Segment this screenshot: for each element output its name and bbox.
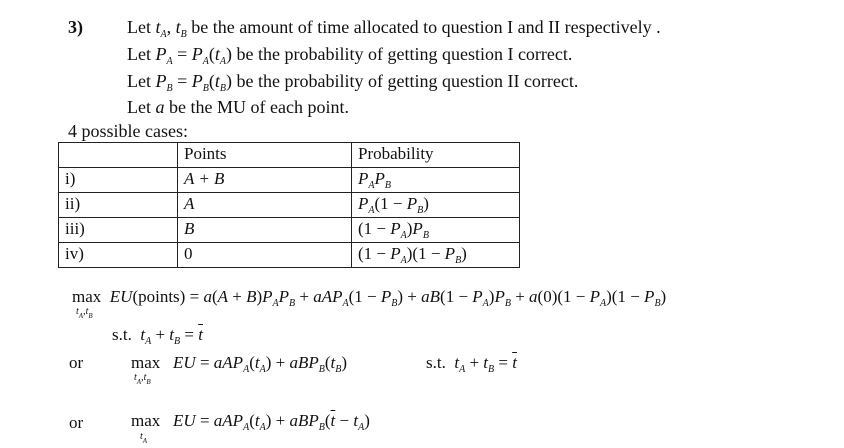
table-cell-points: A + B xyxy=(178,168,352,193)
constraint-alt-1: s.t. $t_A + t_B = \overline{t}$ xyxy=(426,353,517,375)
table-row xyxy=(59,243,520,268)
table-header-probability: Probability xyxy=(352,143,520,168)
or-label-2: or xyxy=(69,413,84,432)
table-cell-probability: $(1 - P_A)(1 - P_B)$ xyxy=(352,243,520,268)
or-label-1: or xyxy=(69,353,84,372)
question-number: 3) xyxy=(68,17,83,37)
table-cell-probability: $P_A(1 - P_B)$ xyxy=(352,193,520,218)
definition-text-1: be the amount of time allocated to question I and II respectively . xyxy=(191,17,661,37)
table-cell-probability: $(1 - P_A)P_B$ xyxy=(352,218,520,243)
table-cell-points: B xyxy=(178,218,352,243)
table-row xyxy=(59,218,520,243)
eu-equation-main: max EU(points) = $a(A + B)P_AP_B + aAP_A(1 - P_B) + aB(1 - P_A)P_B + a(0)(1 - P_A)(1 - P_B)$ xyxy=(72,287,667,309)
definition-line-4: Let a be the MU of each point. xyxy=(127,97,349,117)
table-header-points: Points xyxy=(178,143,352,168)
table-cell-case: iii) xyxy=(59,218,178,243)
cases-table xyxy=(58,142,520,268)
max-subscript-3: $t_A$ xyxy=(140,431,148,445)
constraint-line: s.t. $t_A + t_B = \overline{t}$ xyxy=(112,325,203,347)
max-subscript-2: $t_A,t_B$ xyxy=(134,372,151,386)
table-cell-points: A xyxy=(178,193,352,218)
table-row xyxy=(59,168,520,193)
definition-text-4: be the MU of each point. xyxy=(169,97,349,117)
max-subscript-1: $t_A,t_B$ xyxy=(76,306,93,320)
definition-line-2: Let $P_A = P_A(t_A)$ be the probability of getting question I correct. xyxy=(127,44,573,67)
table-header-row xyxy=(59,143,520,168)
cases-intro: 4 possible cases: xyxy=(68,121,188,141)
table-header-case xyxy=(59,143,178,168)
definition-text-3: be the probability of getting question II correct. xyxy=(236,71,579,91)
table-cell-case: ii) xyxy=(59,193,178,218)
table-cell-probability: $P_AP_B$ xyxy=(352,168,520,193)
definition-line-1: Let $t_A$, $t_B$ be the amount of time allocated to question I and II respectively . xyxy=(127,17,661,40)
table-cell-case: i) xyxy=(59,168,178,193)
table-cell-case: iv) xyxy=(59,243,178,268)
table-cell-points: 0 xyxy=(178,243,352,268)
table-row xyxy=(59,193,520,218)
definition-line-3: Let $P_B = P_B(t_B)$ be the probability of getting question II correct. xyxy=(127,71,579,94)
eu-equation-alt-1: max EU = $aAP_A(t_A) + aBP_B(t_B)$ xyxy=(131,353,348,375)
definition-text-2: be the probability of getting question I correct. xyxy=(236,44,573,64)
eu-equation-alt-2: max EU = $aAP_A(t_A) + aBP_B(\overline{t} - t_A)$ xyxy=(131,411,370,433)
